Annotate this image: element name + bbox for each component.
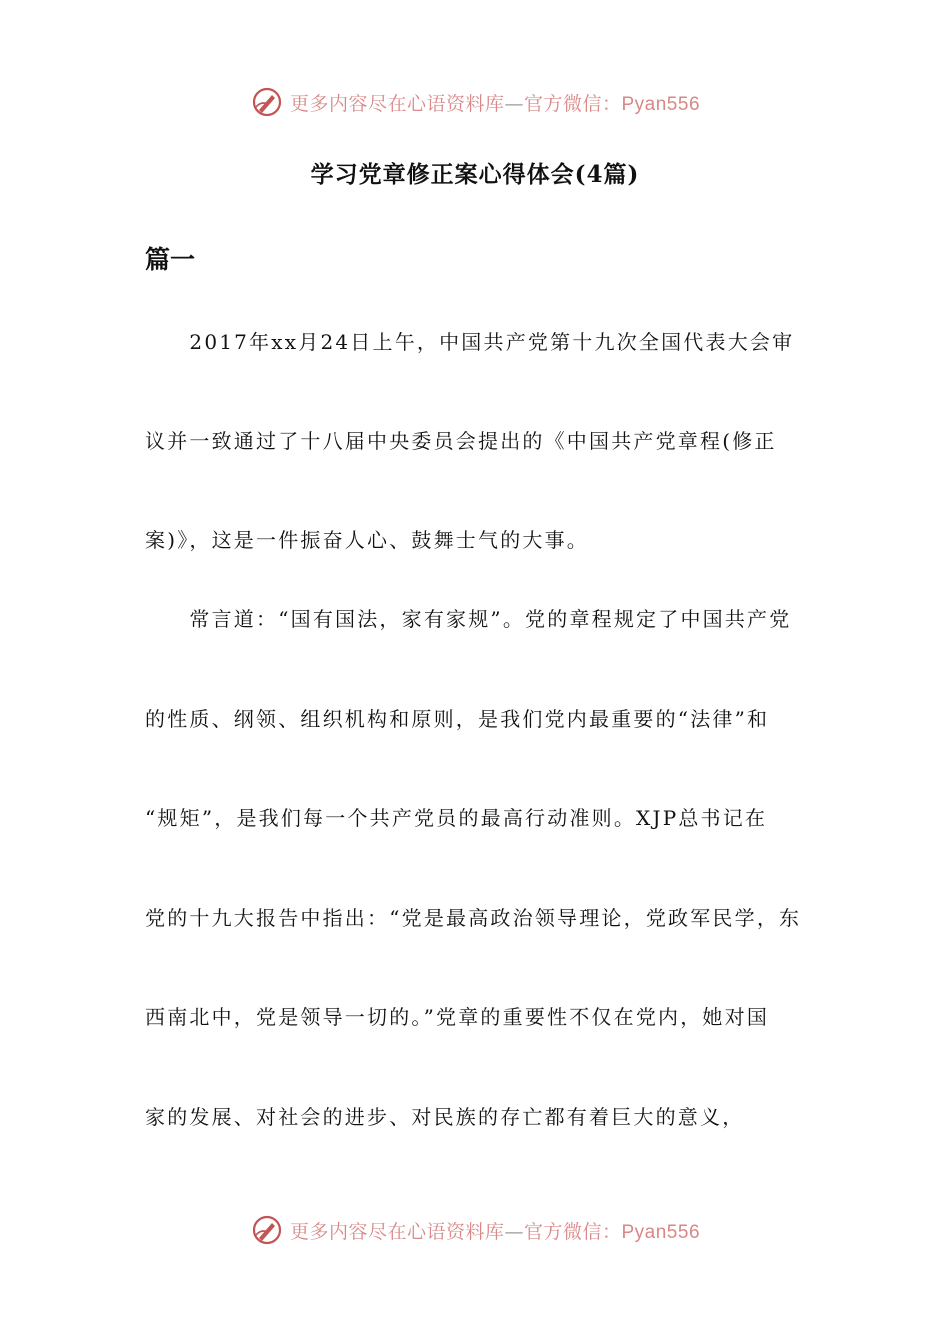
body-line: 案)》，这是一件振奋人心、鼓舞士气的大事。 <box>145 528 590 552</box>
body-line: “规矩”，是我们每一个共产党员的最高行动准则。XJP总书记在 <box>145 806 768 830</box>
body-line: 的性质、纲领、组织机构和原则，是我们党内最重要的“法律”和 <box>145 707 770 731</box>
watermark-dash: — <box>504 1220 524 1243</box>
body-line: 党的十九大报告中指出：“党是最高政治领导理论，党政军民学，东 <box>145 906 802 930</box>
watermark-dash: — <box>504 92 524 115</box>
body-line: 家的发展、对社会的进步、对民族的存亡都有着巨大的意义， <box>145 1105 745 1129</box>
header-watermark-banner <box>0 82 950 122</box>
watermark-text <box>290 89 700 116</box>
body-line: 议并一致通过了十八届中央委员会提出的《中国共产党章程(修正 <box>145 429 777 453</box>
watermark-wechat-label: 官方微信： <box>523 92 622 115</box>
body-line: 2017年xx月24日上午，中国共产党第十九次全国代表大会审 <box>145 330 795 354</box>
watermark-wechat-id: Pyan556 <box>621 1221 701 1243</box>
document-title: 学习党章修正案心得体会(4篇) <box>310 161 640 188</box>
watermark-site-name: 更多内容尽在心语资料库 <box>289 92 505 115</box>
pen-swirl-logo-icon <box>250 85 284 119</box>
watermark-site-name: 更多内容尽在心语资料库 <box>289 1220 505 1243</box>
body-line: 常言道：“国有国法，家有家规”。党的章程规定了中国共产党 <box>145 607 792 631</box>
body-line: 西南北中，党是领导一切的。”党章的重要性不仅在党内，她对国 <box>145 1005 770 1029</box>
pen-swirl-logo-icon <box>250 1213 284 1247</box>
section-heading: 篇一 <box>145 245 196 274</box>
watermark-wechat-id: Pyan556 <box>621 93 701 115</box>
footer-watermark-banner <box>0 1210 950 1250</box>
watermark-wechat-label: 官方微信： <box>523 1220 622 1243</box>
watermark-text <box>290 1217 700 1244</box>
